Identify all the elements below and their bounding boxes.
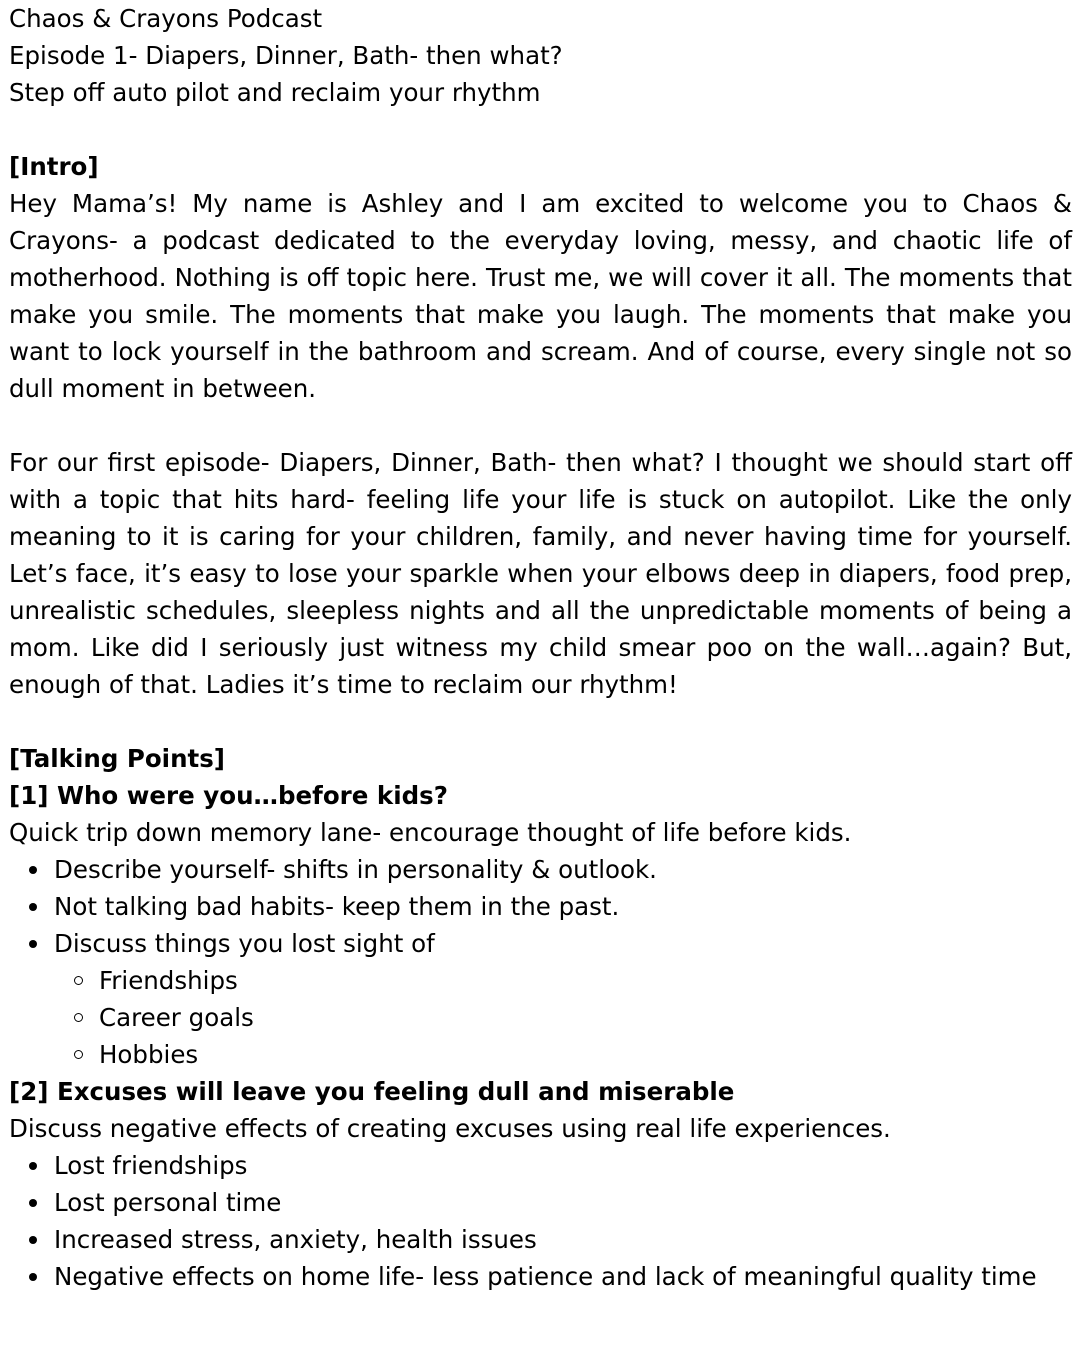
spacer	[9, 703, 1072, 740]
sub-list-item: Friendships	[99, 962, 1072, 999]
talking-point-2-bullet-list	[9, 1147, 1072, 1295]
talking-point-2-description: Discuss negative effects of creating excuses using real life experiences.	[9, 1114, 891, 1143]
list-item: Increased stress, anxiety, health issues	[54, 1221, 1072, 1258]
talking-point-1-bullet-list	[9, 851, 1072, 962]
list-item: Discuss things you lost sight of	[54, 925, 1072, 962]
episode-tagline: Step off auto pilot and reclaim your rhythm	[9, 78, 541, 107]
talking-point-2-title: [2] Excuses will leave you feeling dull and miserable	[9, 1077, 735, 1106]
talking-points-heading: [Talking Points]	[9, 744, 226, 773]
sub-list-item: Hobbies	[99, 1036, 1072, 1073]
talking-point-1-description: Quick trip down memory lane- encourage thought of life before kids.	[9, 818, 852, 847]
spacer	[9, 111, 1072, 148]
list-item: Negative effects on home life- less patience and lack of meaningful quality time	[54, 1258, 1072, 1295]
intro-paragraph-1: Hey Mama’s! My name is Ashley and I am excited to welcome you to Chaos & Crayons- a podcast dedicated to the everyday loving, messy, and chaotic life of motherhood. Nothing is off topic here. Trust me, we will cover it all. The moments that make you smile. The moments that make you laugh. The moments that make you want to lock yourself in the bathroom and scream. And of course, every single not so dull moment in between.	[9, 189, 1072, 403]
talking-point-1-title: [1] Who were you…before kids?	[9, 781, 448, 810]
talking-point-1-sub-list	[9, 962, 1072, 1073]
episode-title: Episode 1- Diapers, Dinner, Bath- then what?	[9, 41, 563, 70]
podcast-title: Chaos & Crayons Podcast	[9, 4, 323, 33]
spacer	[9, 407, 1072, 444]
intro-paragraph-2: For our first episode- Diapers, Dinner, Bath- then what? I thought we should start off with a topic that hits hard- feeling life your life is stuck on autopilot. Like the only meaning to it is caring for your children, family, and never having time for yourself. Let’s face, it’s easy to lose your sparkle when your elbows deep in diapers, food prep, unrealistic schedules, sleepless nights and all the unpredictable moments of being a mom. Like did I seriously just witness my child smear poo on the wall…again? But, enough of that. Ladies it’s time to reclaim our rhythm!	[9, 448, 1072, 699]
sub-list-item: Career goals	[99, 999, 1072, 1036]
list-item: Lost personal time	[54, 1184, 1072, 1221]
list-item: Describe yourself- shifts in personality & outlook.	[54, 851, 1072, 888]
talking-point-1	[9, 777, 1072, 1073]
talking-point-2	[9, 1073, 1072, 1295]
list-item: Lost friendships	[54, 1147, 1072, 1184]
intro-heading: [Intro]	[9, 152, 99, 181]
list-item: Not talking bad habits- keep them in the past.	[54, 888, 1072, 925]
